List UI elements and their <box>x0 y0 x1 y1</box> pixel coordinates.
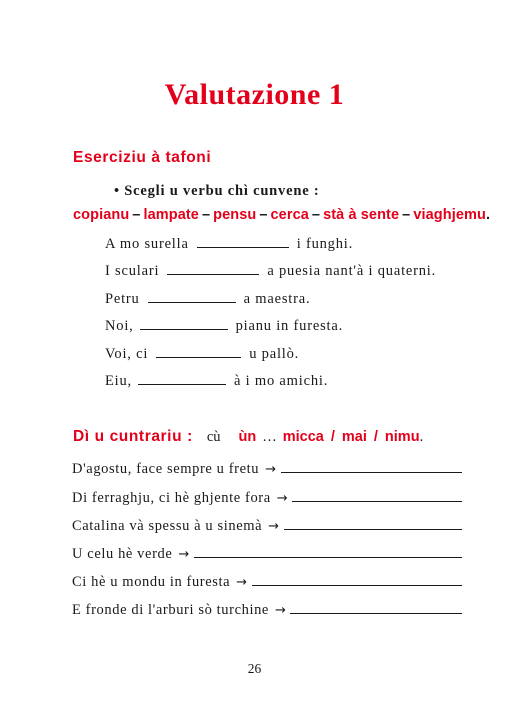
hint-prefix: cù <box>206 429 221 445</box>
opposite-sentence-text: U celu hè verde <box>72 546 173 562</box>
arrow-right-icon: → <box>268 519 280 534</box>
hint-ellipsis: … <box>262 429 277 445</box>
hint-slash: / <box>373 429 378 445</box>
sentence-start: A mo surella <box>105 236 189 252</box>
sentence-start: Eiu, <box>105 373 132 389</box>
arrow-right-icon: → <box>276 491 289 506</box>
hint-end: . <box>419 429 424 445</box>
hint-slash: / <box>330 429 335 445</box>
page-title: Valutazione 1 <box>164 78 345 111</box>
opposite-sentence <box>72 574 462 591</box>
answer-blank[interactable] <box>140 328 228 330</box>
instruction-text: • Scegli u verbu chì cunvene : <box>114 183 320 199</box>
hint-word: ùn <box>238 429 257 445</box>
word-separator: – <box>201 207 211 223</box>
opposite-sentence <box>72 602 462 619</box>
word-bank-item: copianu <box>73 207 130 223</box>
opposite-sentence <box>72 490 462 507</box>
opposite-sentence-text: Di ferraghju, ci hè ghjente fora <box>72 490 271 506</box>
sentence-start: Voi, ci <box>105 346 149 362</box>
word-bank-item: cerca <box>270 207 309 223</box>
answer-blank[interactable] <box>197 246 289 248</box>
word-bank-item: lampate <box>143 207 199 223</box>
section-heading-fill-blanks: Eserciziu à tafoni <box>73 149 212 166</box>
answer-line[interactable] <box>281 471 462 473</box>
exercise-sentence <box>105 236 353 253</box>
answer-line[interactable] <box>194 556 462 558</box>
word-bank-item: viaghjemu <box>413 207 486 223</box>
hint-word: nimu <box>384 429 420 445</box>
sentence-end: a maestra. <box>243 291 311 307</box>
exercise-sentence <box>105 291 310 308</box>
word-bank-item: stà à sente <box>323 207 400 223</box>
arrow-right-icon: → <box>178 547 190 562</box>
exercise-sentence <box>105 346 299 363</box>
word-separator: – <box>402 207 411 223</box>
section-heading-opposites-row <box>73 428 423 446</box>
sentence-start: I sculari <box>105 263 160 279</box>
arrow-right-icon: → <box>265 462 277 477</box>
exercise-sentence <box>105 373 328 390</box>
word-separator: – <box>132 207 141 223</box>
opposite-sentence-text: Catalina và spessu à u sinemà <box>72 518 263 534</box>
word-bank-end: . <box>485 207 491 223</box>
answer-blank[interactable] <box>148 301 236 303</box>
answer-blank[interactable] <box>138 383 226 385</box>
word-separator: – <box>259 207 268 223</box>
answer-blank[interactable] <box>156 356 241 358</box>
arrow-right-icon: → <box>236 575 248 590</box>
word-separator: – <box>311 207 321 223</box>
sentence-end: u pallò. <box>249 346 300 362</box>
hint-word: mai <box>341 429 367 445</box>
sentence-start: Petru <box>105 291 140 307</box>
word-bank <box>73 207 490 224</box>
sentence-start: Noi, <box>105 318 134 334</box>
answer-blank[interactable] <box>167 273 259 275</box>
exercise-sentence <box>105 318 343 335</box>
hint-word: micca <box>282 429 324 445</box>
sentence-end: i funghi. <box>296 236 354 252</box>
word-bank-item: pensu <box>213 207 257 223</box>
answer-line[interactable] <box>290 612 462 614</box>
exercise-sentence <box>105 263 436 280</box>
arrow-right-icon: → <box>274 603 287 618</box>
sentence-end: à i mo amichi. <box>233 373 329 389</box>
opposite-sentence <box>72 518 462 535</box>
answer-line[interactable] <box>292 500 462 502</box>
answer-line[interactable] <box>284 528 462 530</box>
opposite-sentence-text: E fronde di l'arburi sò turchine <box>72 602 269 618</box>
answer-line[interactable] <box>252 584 462 586</box>
opposite-sentence-text: Ci hè u mondu in furesta <box>72 574 231 590</box>
opposite-sentence <box>72 461 462 478</box>
sentence-end: a puesia nant'à i quaterni. <box>267 263 437 279</box>
opposite-sentence <box>72 546 462 563</box>
sentence-end: pianu in furesta. <box>235 318 343 334</box>
page-number: 26 <box>247 661 262 676</box>
opposite-sentence-text: D'agostu, face sempre u fretu <box>72 461 260 477</box>
section-heading-opposites: Dì u cuntrariu : <box>73 428 193 445</box>
